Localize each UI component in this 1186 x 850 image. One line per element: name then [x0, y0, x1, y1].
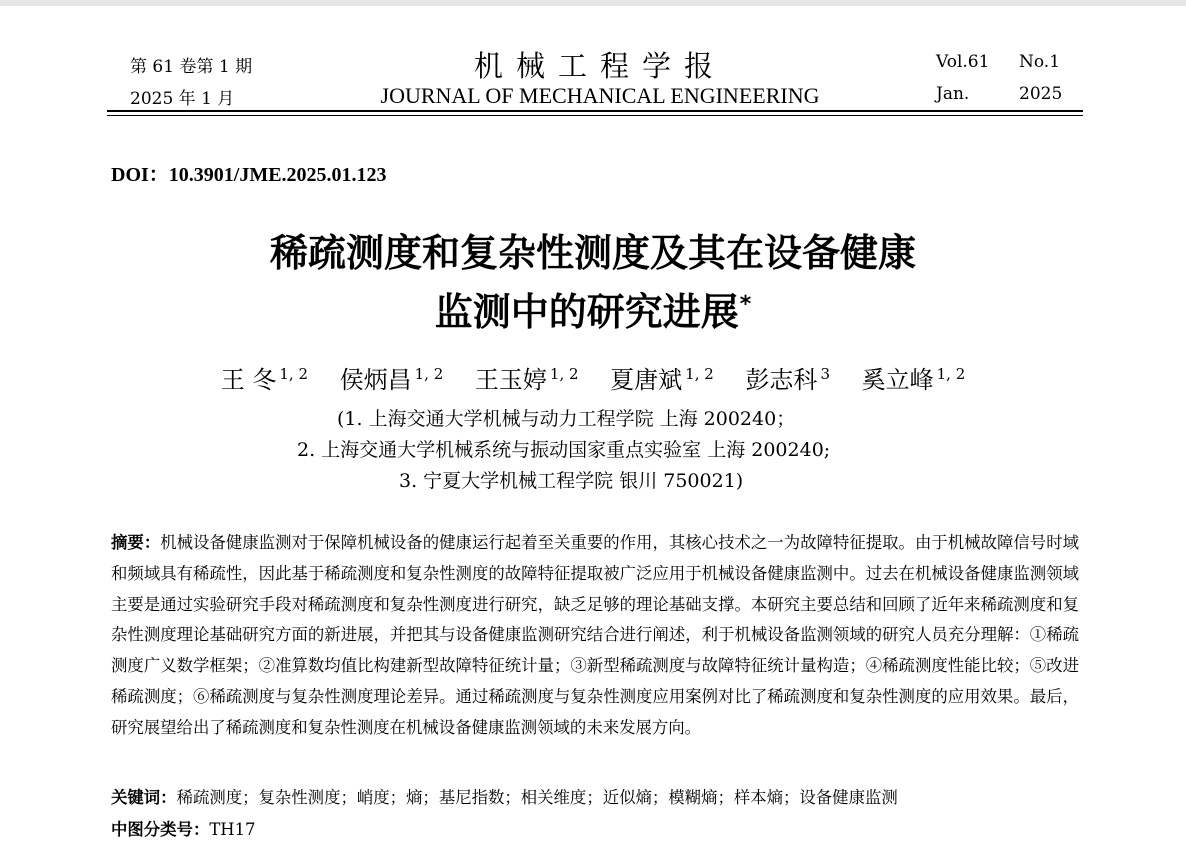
author — [862, 366, 966, 394]
author-affiliation-mark: 3 — [820, 365, 830, 383]
year-en: 2025 — [1019, 84, 1063, 104]
author-name: 王玉婷 — [474, 366, 547, 394]
author-name: 彭志科 — [745, 366, 818, 394]
author — [745, 366, 830, 394]
author-list — [0, 360, 1186, 395]
paper-title-line1: 稀疏测度和复杂性测度及其在设备健康 — [269, 231, 916, 275]
journal-title-cn: 机械工程学报 — [473, 49, 726, 83]
title-footnote-mark: * — [739, 292, 752, 318]
affiliation-1: (1. 上海交通大学机械与动力工程学院 上海 200240； — [337, 408, 796, 430]
date-cn: 2025 年 1 月 — [130, 89, 235, 109]
paper-title-line2 — [0, 281, 1186, 336]
paper-title-line2-text: 监测中的研究进展 — [434, 290, 739, 334]
author — [340, 366, 444, 394]
author — [610, 366, 714, 394]
author-name: 王 冬 — [220, 366, 277, 394]
abstract-label: 摘要： — [111, 533, 161, 552]
author-name: 侯炳昌 — [339, 366, 412, 394]
volume-en: Vol.61 — [936, 52, 990, 72]
header-rule-thin — [107, 115, 1083, 116]
keywords — [111, 784, 898, 808]
author-affiliation-mark: 1, 2 — [936, 365, 966, 383]
doi: DOI：10.3901/JME.2025.01.123 — [111, 164, 387, 186]
classification-code: TH17 — [209, 820, 256, 839]
keywords-text: 稀疏测度；复杂性测度；峭度；熵；基尼指数；相关维度；近似熵；模糊熵；样本熵；设备健康监测 — [176, 788, 898, 807]
abstract — [111, 528, 1079, 744]
keywords-label: 关键词： — [111, 788, 177, 807]
header-rule-thick — [107, 110, 1083, 112]
author-affiliation-mark: 1, 2 — [685, 365, 714, 383]
author-affiliation-mark: 1, 2 — [549, 365, 579, 383]
issue-en: No.1 — [1019, 52, 1061, 72]
viewer-top-border — [0, 0, 1186, 6]
author-name: 夏唐斌 — [610, 366, 683, 394]
volume-issue-cn: 第 61 卷第 1 期 — [130, 57, 253, 77]
author-affiliation-mark: 1, 2 — [279, 365, 308, 383]
abstract-text: 机械设备健康监测对于保障机械设备的健康运行起着至关重要的作用，其核心技术之一为故障特征提取。由于机械故障信号时域和频域具有稀疏性，因此基于稀疏测度和复杂性测度的故障特征提取被广泛应用于机械设备健康监测中。过去在机械设备健康监测领域主要是通过实验研究手段对稀疏测度和复杂性测度进行研究，缺乏足够的理论基础支撑。本研究主要总结和回顾了近年来稀疏测度和复杂性测度理论基础研究方面的新进展，并把其与设备健康监测研究结合进行阐述，利于机械设备监测领域的研究人员充分理解：①稀疏测度广义数学框架；②准算数均值比构建新型故障特征统计量；③新型稀疏测度与故障特征统计量构造；④稀疏测度性能比较；⑤改进稀疏测度；⑥稀疏测度与复杂性测度理论差异。通过稀疏测度与复杂性测度应用案例对比了稀疏测度和复杂性测度的应用效果。最后，研究展望给出了稀疏测度和复杂性测度在机械设备健康监测领域的未来发展方向。 — [111, 533, 1080, 737]
author-affiliation-mark: 1, 2 — [414, 365, 444, 383]
classification-label: 中图分类号： — [111, 820, 210, 839]
classification — [111, 816, 255, 840]
author — [475, 366, 579, 394]
affiliation-3: 3. 宁夏大学机械工程学院 银川 750021) — [399, 470, 744, 492]
author-name: 奚立峰 — [861, 366, 934, 394]
author — [221, 366, 308, 394]
affiliation-2: 2. 上海交通大学机械系统与振动国家重点实验室 上海 200240; — [297, 439, 831, 461]
journal-title-en: JOURNAL OF MECHANICAL ENGINEERING — [380, 83, 820, 108]
month-en: Jan. — [936, 84, 970, 104]
